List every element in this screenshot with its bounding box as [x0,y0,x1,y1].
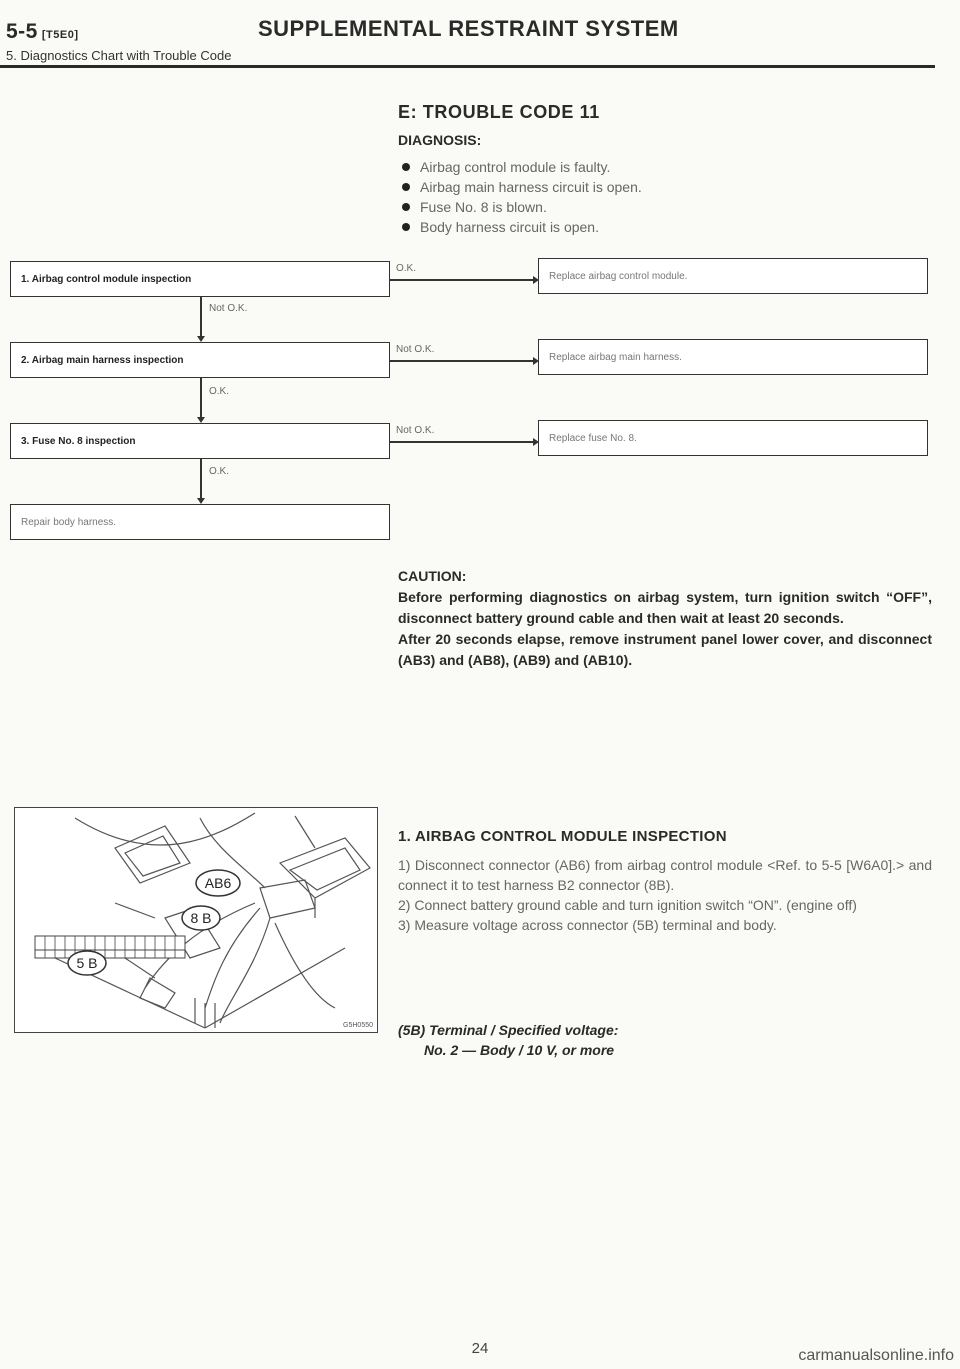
flow-branch-label: Not O.K. [396,344,435,355]
figure-label-5b: 5 B [76,955,98,971]
arrow-down-icon [197,336,205,342]
caution-paragraph: Before performing diagnostics on airbag system, turn ignition switch “OFF”, disconnect battery ground cable and then wait at least 20 seconds. [398,589,932,626]
figure-label-ab6: AB6 [204,875,232,891]
page-subtitle: 5. Diagnostics Chart with Trouble Code [6,48,232,63]
diagnosis-item: Fuse No. 8 is blown. [400,197,642,217]
page-number: 24 [471,1340,489,1357]
flow-result-1: Replace airbag control module. [538,258,928,294]
caution-block [398,566,932,671]
flow-connector [200,297,202,336]
inspection-step: 1) Disconnect connector (AB6) from airbag control module <Ref. to 5-5 [W6A0].> and connect it to test harness B2 connector (8B). [398,857,932,893]
page-title: SUPPLEMENTAL RESTRAINT SYSTEM [258,16,679,41]
arrow-down-icon [197,498,205,504]
caution-label: CAUTION: [398,568,467,584]
flow-branch-line [390,360,534,362]
caution-paragraph: After 20 seconds elapse, remove instrument panel lower cover, and disconnect (AB3) and (AB8), (AB9) and (AB10). [398,631,932,668]
flow-down-label: Not O.K. [209,303,248,314]
diagnosis-item: Body harness circuit is open. [400,217,642,237]
figure-code: G5H0550 [343,1022,373,1029]
section-title: E: TROUBLE CODE 11 [398,102,600,122]
inspection-step: 3) Measure voltage across connector (5B) terminal and body. [398,917,777,933]
flow-branch-line [390,441,534,443]
spec-value: No. 2 — Body / 10 V, or more [424,1042,615,1058]
flow-step-1: 1. Airbag control module inspection [10,261,390,297]
flow-step-2: 2. Airbag main harness inspection [10,342,390,378]
watermark: carmanualsonline.info [798,1347,954,1364]
flow-result-3: Replace fuse No. 8. [538,420,928,456]
flow-connector [200,459,202,498]
flow-down-label: O.K. [209,466,230,477]
flow-branch-line [390,279,534,281]
diagnosis-label: DIAGNOSIS: [398,132,482,148]
flow-branch-label: O.K. [396,263,417,274]
header-rule [0,65,935,68]
figure-label-8b: 8 B [190,910,212,926]
flow-branch-label: Not O.K. [396,425,435,436]
diagnosis-item: Airbag control module is faulty. [400,157,642,177]
page-code: 5-5 [T5E0] [6,20,79,43]
flow-step-4: Repair body harness. [10,504,390,540]
inspection-steps [398,855,932,935]
diagnosis-list [400,157,642,237]
spec-block [398,1020,618,1060]
inspection-title: 1. AIRBAG CONTROL MODULE INSPECTION [398,828,727,845]
harness-illustration [15,808,377,1032]
flow-connector [200,378,202,417]
connector-figure [14,807,378,1033]
flow-step-3: 3. Fuse No. 8 inspection [10,423,390,459]
flow-down-label: O.K. [209,386,230,397]
inspection-step: 2) Connect battery ground cable and turn ignition switch “ON”. (engine off) [398,897,857,913]
spec-label: (5B) Terminal / Specified voltage: [398,1022,619,1038]
arrow-down-icon [197,417,205,423]
flow-result-2: Replace airbag main harness. [538,339,928,375]
diagnosis-item: Airbag main harness circuit is open. [400,177,642,197]
page-tag: [T5E0] [41,29,79,41]
